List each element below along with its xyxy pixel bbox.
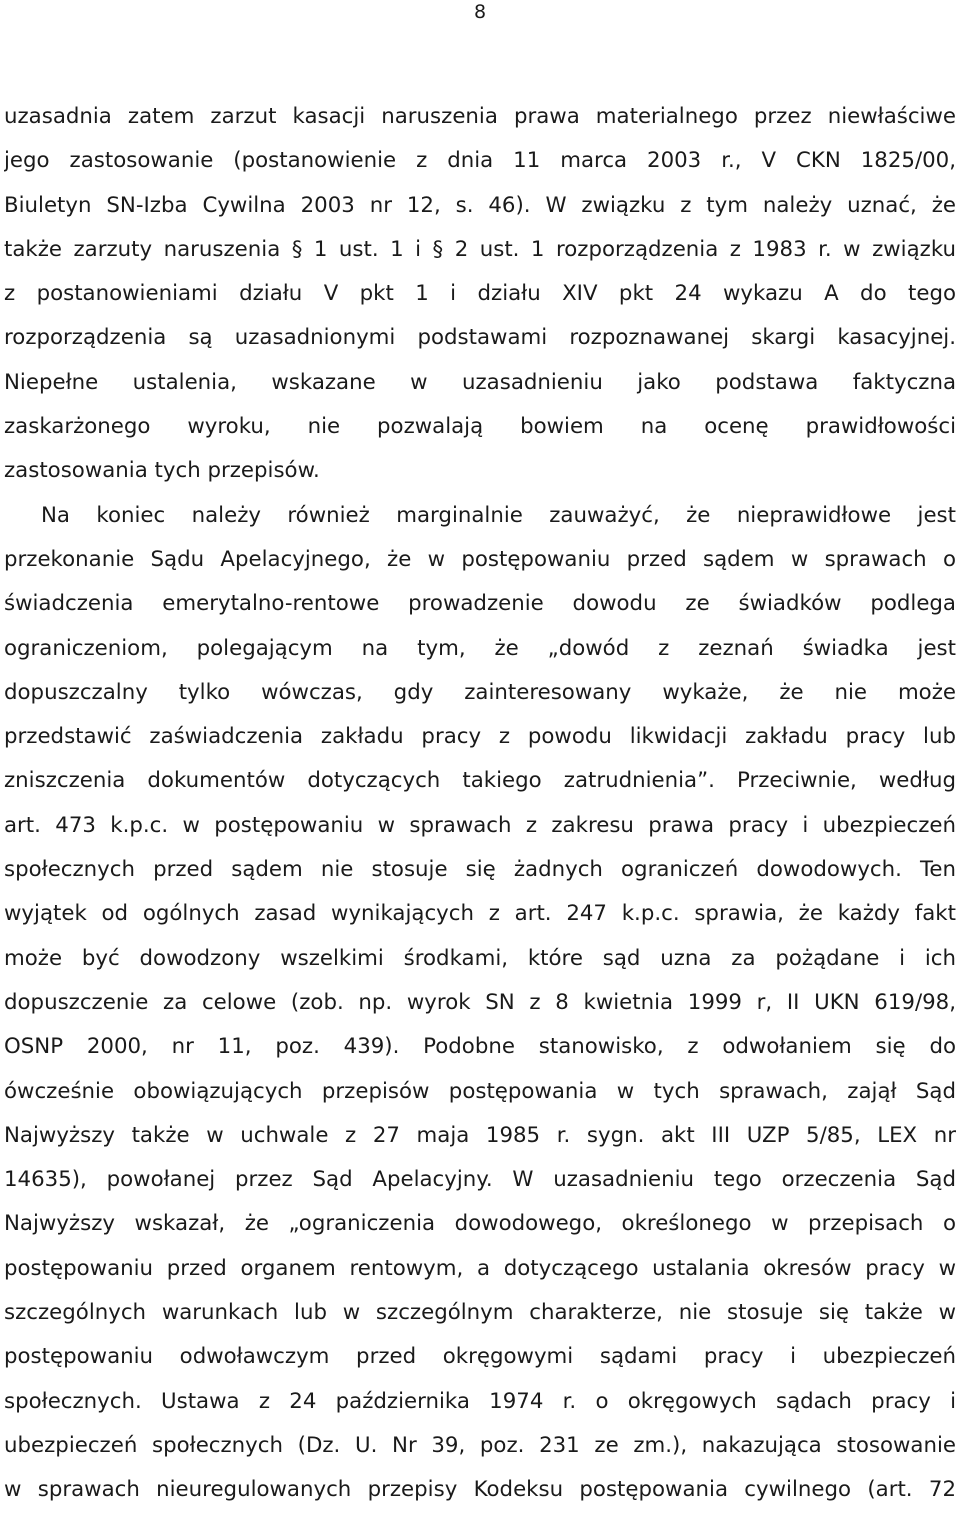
text-line: może być dowodzony wszelkimi środkami, które sąd uzna za pożądane i ich bbox=[4, 945, 956, 971]
text-line: dopuszczalny tylko wówczas, gdy zainteresowany wykaże, że nie może bbox=[4, 679, 956, 705]
text-line: wyjątek od ogólnych zasad wynikających z art. 247 k.p.c. sprawia, że każdy fakt bbox=[4, 901, 956, 927]
text-line: uzasadnia zatem zarzut kasacji naruszenia prawa materialnego przez niewłaściwe bbox=[4, 104, 956, 129]
text-line: świadczenia emerytalno-rentowe prowadzenie dowodu ze świadków podlega bbox=[4, 591, 956, 617]
text-line: ograniczeniom, polegającym na tym, że „dowód z zeznań świadka jest bbox=[4, 635, 956, 661]
text-line: Niepełne ustalenia, wskazane w uzasadnieniu jako podstawa faktyczna bbox=[4, 369, 956, 395]
text-line: także zarzuty naruszenia § 1 ust. 1 i § 2 ust. 1 rozporządzenia z 1983 r. w związku bbox=[4, 236, 956, 262]
text-line: społecznych. Ustawa z 24 października 1974 r. o okręgowych sądach pracy i bbox=[4, 1388, 956, 1414]
text-line: społecznych przed sądem nie stosuje się żadnych ograniczeń dowodowych. Ten bbox=[4, 857, 956, 883]
text-line: Najwyższy także w uchwale z 27 maja 1985 r. sygn. akt III UZP 5/85, LEX nr bbox=[4, 1122, 956, 1148]
text-line: ubezpieczeń społecznych (Dz. U. Nr 39, poz. 231 ze zm.), nakazująca stosowanie bbox=[4, 1432, 956, 1458]
text-line: zastosowania tych przepisów. bbox=[4, 458, 320, 484]
text-line: z postanowieniami działu V pkt 1 i działu XIV pkt 24 wykazu A do tego bbox=[4, 281, 956, 307]
text-line: przedstawić zaświadczenia zakładu pracy z powodu likwidacji zakładu pracy lub bbox=[4, 724, 956, 750]
text-line: Na koniec należy również marginalnie zauważyć, że nieprawidłowe jest bbox=[41, 502, 956, 528]
text-line: zniszczenia dokumentów dotyczących takiego zatrudnienia”. Przeciwnie, według bbox=[4, 768, 956, 794]
text-line: OSNP 2000, nr 11, poz. 439). Podobne stanowisko, z odwołaniem się do bbox=[4, 1034, 956, 1060]
text-line: postępowaniu przed organem rentowym, a dotyczącego ustalania okresów pracy w bbox=[4, 1255, 956, 1281]
text-line: 14635), powołanej przez Sąd Apelacyjny. W uzasadnieniu tego orzeczenia Sąd bbox=[4, 1167, 956, 1193]
document-body bbox=[4, 95, 956, 1513]
text-line: art. 473 k.p.c. w postępowaniu w sprawach z zakresu prawa pracy i ubezpieczeń bbox=[4, 812, 956, 838]
text-line: Biuletyn SN-Izba Cywilna 2003 nr 12, s. 46). W związku z tym należy uznać, że bbox=[4, 192, 956, 218]
text-line: ówcześnie obowiązujących przepisów postępowania w tych sprawach, zajął Sąd bbox=[4, 1078, 956, 1104]
text-line: Najwyższy wskazał, że „ograniczenia dowodowego, określonego w przepisach o bbox=[4, 1211, 956, 1237]
text-line: szczególnych warunkach lub w szczególnym charakterze, nie stosuje się także w bbox=[4, 1300, 956, 1326]
text-line: dopuszczenie za celowe (zob. np. wyrok SN z 8 kwietnia 1999 r, II UKN 619/98, bbox=[4, 989, 956, 1015]
text-line: przekonanie Sądu Apelacyjnego, że w postępowaniu przed sądem w sprawach o bbox=[4, 546, 956, 572]
text-line: jego zastosowanie (postanowienie z dnia 11 marca 2003 r., V CKN 1825/00, bbox=[4, 148, 956, 174]
text-line: rozporządzenia są uzasadnionymi podstawami rozpoznawanej skargi kasacyjnej. bbox=[4, 325, 956, 351]
text-line: w sprawach nieuregulowanych przepisy Kodeksu postępowania cywilnego (art. 72 bbox=[4, 1477, 956, 1503]
text-line: zaskarżonego wyroku, nie pozwalają bowiem na ocenę prawidłowości bbox=[4, 414, 956, 440]
text-line: postępowaniu odwoławczym przed okręgowymi sądami pracy i ubezpieczeń bbox=[4, 1344, 956, 1370]
page-number: 8 bbox=[473, 1, 487, 23]
